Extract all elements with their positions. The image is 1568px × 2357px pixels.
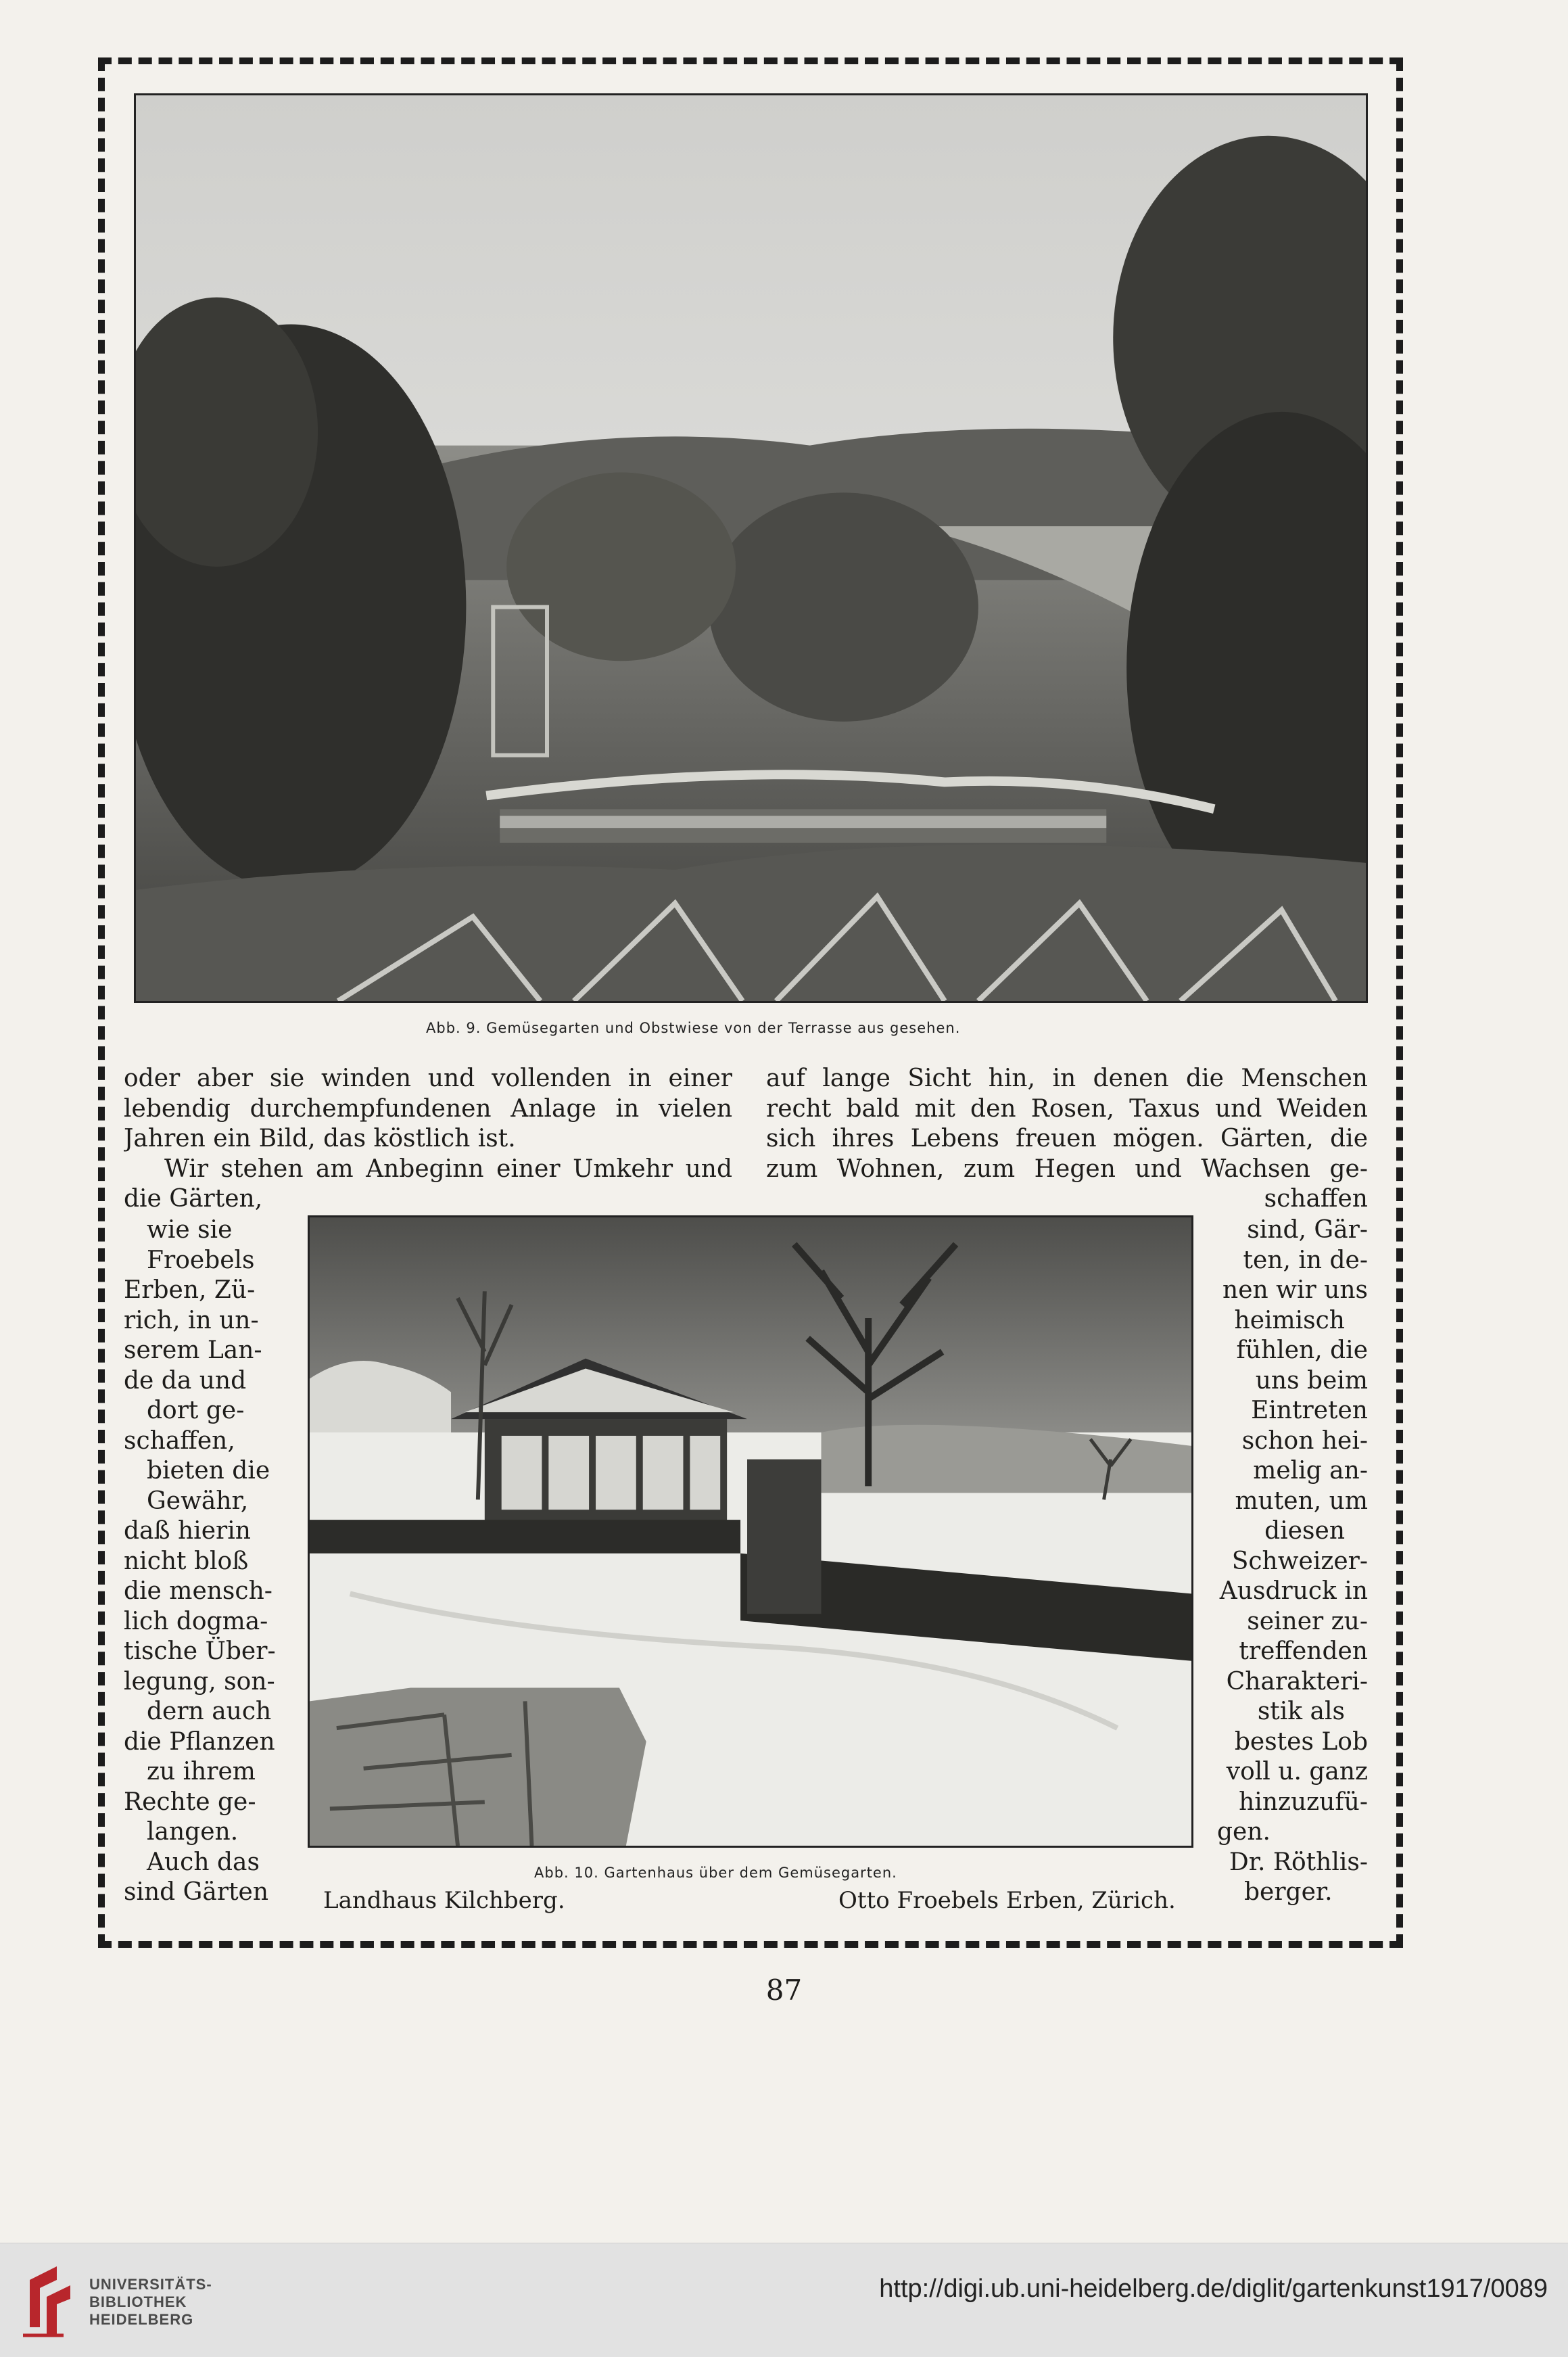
text-line: Jahren ein Bild, das köstlich ist. <box>124 1125 516 1152</box>
text-line: zu ihrem <box>147 1758 256 1786</box>
text-line: melig an- <box>1253 1457 1368 1485</box>
text-line: schon hei- <box>1241 1426 1368 1455</box>
text-line: schaffen <box>1264 1185 1368 1213</box>
text-line: Dr. Röthlis- <box>1229 1848 1368 1876</box>
text-line: heimisch <box>1234 1306 1345 1334</box>
right-column-top <box>766 1064 1368 1215</box>
text-line: treffenden <box>1239 1637 1368 1665</box>
text-line: Gewähr, <box>147 1487 249 1515</box>
text-line: zum Wohnen, zum Hegen und Wachsen ge- <box>766 1154 1368 1183</box>
text-line: muten, um <box>1235 1487 1368 1515</box>
text-line: hinzuzufü- <box>1239 1788 1368 1816</box>
text-line: dern auch <box>147 1698 272 1725</box>
text-line: diesen <box>1264 1517 1345 1545</box>
text-line: Charakteri- <box>1226 1667 1368 1696</box>
text-line: nen wir uns <box>1222 1276 1368 1304</box>
text-line: die mensch- <box>124 1577 272 1605</box>
text-line: lebendig durchempfundenen Anlage in vielen <box>124 1094 732 1123</box>
source-url-link[interactable]: http://digi.ub.uni-heidelberg.de/diglit/gartenkunst1917/0089 <box>879 2274 1548 2303</box>
text-line: ten, in de- <box>1243 1246 1368 1274</box>
text-line: langen. <box>147 1818 239 1846</box>
figure-10-credit-left: Landhaus Kilchberg. <box>323 1887 565 1914</box>
text-line: Rechte ge- <box>124 1788 256 1816</box>
text-line: schaffen, <box>124 1426 235 1455</box>
figure-10-credit-right: Otto Froebels Erben, Zürich. <box>838 1887 1176 1914</box>
text-line: bieten die <box>147 1457 270 1485</box>
text-line: recht bald mit den Rosen, Taxus und Weiden <box>766 1094 1368 1123</box>
text-line: legung, son- <box>124 1667 275 1696</box>
text-line: daß hierin <box>124 1517 251 1545</box>
text-line: nicht bloß <box>124 1547 249 1575</box>
text-line: seiner zu- <box>1247 1607 1368 1635</box>
text-line: bestes Lob <box>1234 1727 1368 1756</box>
text-line: sich ihres Lebens freuen mögen. Gärten, die <box>766 1125 1368 1152</box>
text-line: gen. <box>1217 1818 1270 1846</box>
text-line: dort ge- <box>147 1397 245 1424</box>
text-line: die Pflanzen <box>124 1727 275 1756</box>
text-line: lich dogma- <box>124 1607 268 1635</box>
text-line: sind, Gär- <box>1247 1216 1368 1244</box>
text-line: Schweizer- <box>1231 1547 1368 1575</box>
text-line: tische Über- <box>124 1637 276 1665</box>
right-column-narrow <box>1217 1215 1368 1908</box>
text-line: de da und <box>124 1366 247 1395</box>
text-line: Erben, Zü- <box>124 1276 256 1304</box>
library-logo-icon <box>16 2260 77 2341</box>
library-name <box>89 2276 212 2329</box>
text-line: oder aber sie winden und vollenden in einer <box>124 1065 732 1092</box>
text-line: sind Gärten <box>124 1878 269 1906</box>
text-line: stik als <box>1257 1698 1345 1725</box>
text-line: Froebels <box>147 1246 255 1274</box>
footer-bar <box>0 2243 1568 2357</box>
figure-10-caption: Abb. 10. Gartenhaus über dem Gemüsegarten. <box>534 1865 897 1881</box>
text-line: rich, in un- <box>124 1306 259 1334</box>
text-line: Auch das <box>147 1848 260 1876</box>
text-line: wie sie <box>147 1216 233 1244</box>
text-line: berger. <box>1244 1878 1333 1906</box>
text-line: voll u. ganz <box>1226 1758 1368 1786</box>
library-name-line: BIBLIOTHEK <box>89 2293 187 2310</box>
text-line: Ausdruck in <box>1219 1577 1368 1605</box>
library-name-line: UNIVERSITÄTS- <box>89 2276 212 2293</box>
text-line: uns beim <box>1255 1366 1368 1395</box>
text-line: fühlen, die <box>1236 1336 1368 1364</box>
text-line: Eintreten <box>1251 1397 1368 1424</box>
page-number: 87 <box>765 1974 803 2007</box>
text-line: die Gärten, <box>124 1185 263 1213</box>
text-line: auf lange Sicht hin, in denen die Menschen <box>766 1065 1368 1092</box>
figure-10-photo <box>308 1215 1193 1848</box>
library-name-line: HEIDELBERG <box>89 2311 194 2328</box>
figure-9-caption: Abb. 9. Gemüsegarten und Obstwiese von der Terrasse aus gesehen. <box>426 1020 961 1036</box>
figure-9-photo <box>134 93 1368 1003</box>
left-column-narrow <box>124 1215 296 1908</box>
left-column-top <box>124 1064 732 1215</box>
text-line: Wir stehen am Anbeginn einer Umkehr und <box>164 1154 732 1183</box>
text-line: serem Lan- <box>124 1336 262 1364</box>
